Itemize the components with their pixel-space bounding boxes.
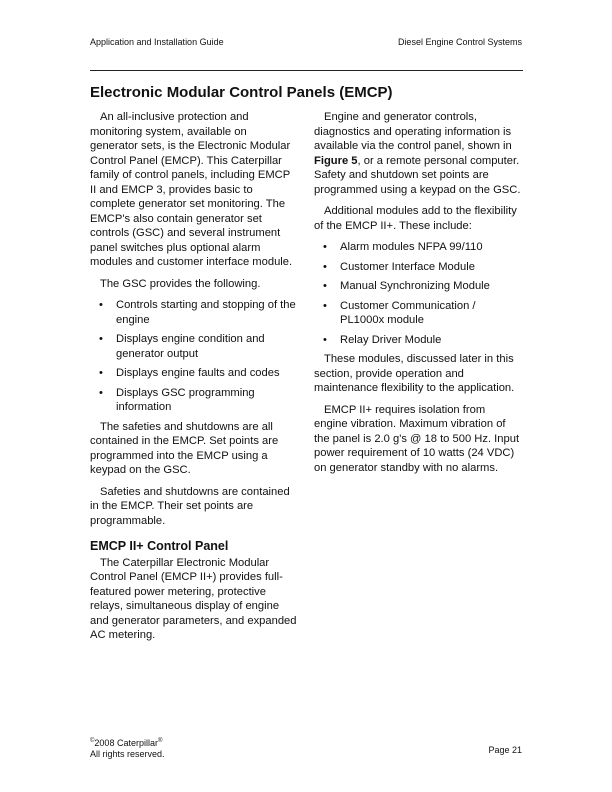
running-header-right: Diesel Engine Control Systems <box>397 37 522 47</box>
copyright-block <box>90 736 165 760</box>
setpoints-paragraph: Safeties and shutdowns are contained in the EMCP. Their set points are programmable. <box>90 485 290 527</box>
bullet-icon: • <box>323 280 327 292</box>
right-column <box>314 110 521 482</box>
bullet-icon: • <box>99 386 103 399</box>
list-item: • Customer Communication / PL1000x module <box>323 299 476 326</box>
list-item: • Manual Synchronizing Module <box>323 280 490 292</box>
left-column <box>90 110 297 650</box>
bullet-icon: • <box>323 299 327 312</box>
vibration-paragraph: EMCP II+ requires isolation from engine vibration. Maximum vibration of the panel is 2.0 g's @ 18 to 500 Hz. Input power requirement of 10 watts (24 VDC) on generator standby with no alarms. <box>314 403 520 474</box>
list-item: • Displays engine faults and codes <box>99 367 280 379</box>
modules-list <box>314 240 521 347</box>
modules-intro-paragraph: Additional modules add to the flexibility of the EMCP II+. These include: <box>314 205 517 232</box>
page-number: Page 21 <box>488 745 522 755</box>
bullet-icon: • <box>99 367 103 379</box>
list-item: • Alarm modules NFPA 99/110 <box>323 241 483 253</box>
section-subheading: EMCP II+ Control Panel <box>90 539 229 553</box>
controls-paragraph: Engine and generator controls, diagnostics and operating information is available via the control panel, shown in Figure 5, or a remote personal computer. Safety and shutdown set points are programmed using a keypad on the GSC. <box>314 111 521 196</box>
bullet-icon: • <box>323 333 327 346</box>
running-header-left: Application and Installation Guide <box>90 37 224 47</box>
bullet-icon: • <box>323 260 327 273</box>
gsc-feature-list <box>90 298 297 415</box>
intro-paragraph: An all-inclusive protection and monitoring system, available on generator sets, is the Electronic Modular Control Panel (EMCP). This Caterpillar family of control panels, including EMCP II and EMCP 3, provides basic to complete generator set monitoring. The EMCP's also contain generator set controls (GSC) and several instrument panel switches plus optional alarm modules and customer interface module. <box>90 111 293 268</box>
safeties-paragraph: The safeties and shutdowns are all contained in the EMCP. Set points are programmed into the EMCP using a keypad on the GSC. <box>90 420 279 476</box>
bullet-icon: • <box>99 299 103 311</box>
bullet-icon: • <box>323 241 327 253</box>
list-item: • Customer Interface Module <box>323 260 475 273</box>
flexibility-paragraph: These modules, discussed later in this section, provide operation and maintenance flexibility to the application. <box>314 353 515 394</box>
copyright-line: ©2008 Caterpillar® <box>90 738 163 748</box>
page-title: Electronic Modular Control Panels (EMCP) <box>90 84 393 101</box>
gsc-intro-paragraph: The GSC provides the following. <box>100 277 261 290</box>
emcp-ii-plus-paragraph: The Caterpillar Electronic Modular Control Panel (EMCP II+) provides full-featured power metering, protective relays, simultaneous display of engine and generator parameters, and expanded AC metering. <box>90 556 297 641</box>
list-item: • Displays engine condition and generator output <box>99 333 265 360</box>
header-rule <box>90 70 523 71</box>
list-item: • Controls starting and stopping of the engine <box>99 299 296 326</box>
figure-reference: Figure 5 <box>314 154 358 167</box>
list-item: • Displays GSC programming information <box>99 386 255 413</box>
rights-line: All rights reserved. <box>90 749 165 759</box>
list-item: • Relay Driver Module <box>323 333 442 346</box>
bullet-icon: • <box>99 333 103 345</box>
